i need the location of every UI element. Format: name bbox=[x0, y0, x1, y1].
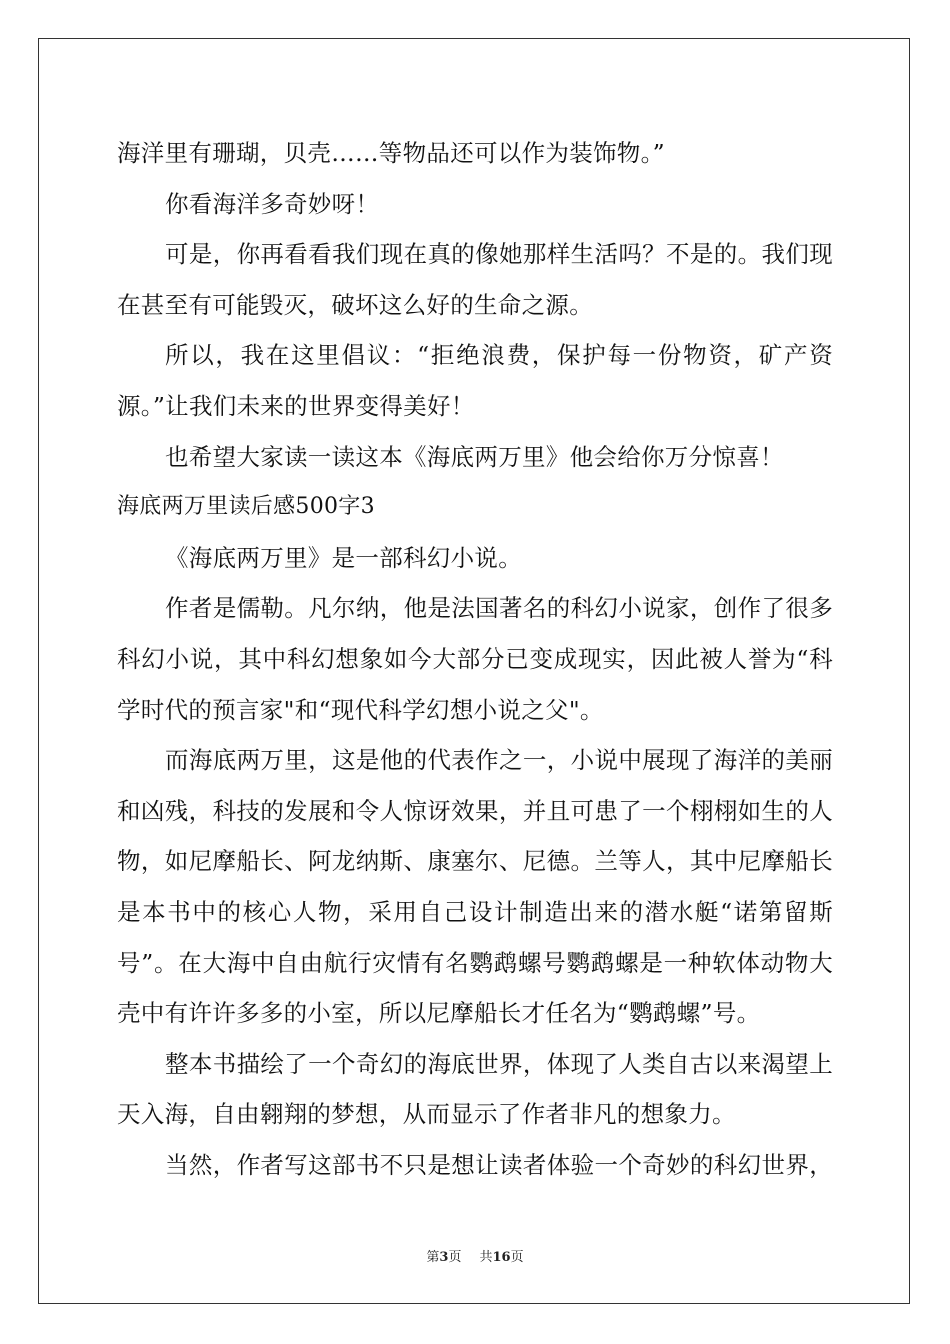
footer-total-unit: 页 bbox=[510, 1250, 524, 1265]
text-line: 当然，作者写这部书不只是想让读者体验一个奇妙的科幻世界， bbox=[165, 1150, 833, 1179]
footer-page-unit: 页 bbox=[448, 1250, 462, 1265]
text-line: 天入海，自由翱翔的梦想，从而显示了作者非凡的想象力。 bbox=[117, 1100, 736, 1129]
text-line: 而海底两万里，这是他的代表作之一，小说中展现了海洋的美丽 bbox=[165, 746, 833, 775]
text-line: 和凶残，科技的发展和令人惊讶效果，并且可患了一个栩栩如生的人 bbox=[117, 796, 833, 825]
text-line: 《海底两万里》是一部科幻小说。 bbox=[165, 543, 522, 572]
section-heading: 海底两万里读后感500字3 bbox=[117, 494, 375, 520]
text-line: 在甚至有可能毁灭，破坏这么好的生命之源。 bbox=[117, 290, 593, 319]
text-line: 物，如尼摩船长、阿龙纳斯、康塞尔、尼德。兰等人，其中尼摩船长 bbox=[117, 847, 833, 876]
text-line: 你看海洋多奇妙呀！ bbox=[165, 189, 380, 218]
page-footer bbox=[0, 1246, 950, 1265]
text-line: 壳中有许许多多的小室，所以尼摩船长才任名为“鹦鹉螺”号。 bbox=[117, 999, 761, 1028]
document-body bbox=[117, 128, 833, 1190]
text-line: 海洋里有珊瑚，贝壳……等物品还可以作为装饰物。” bbox=[117, 139, 665, 167]
footer-total-prefix: 共 bbox=[479, 1250, 493, 1265]
text-line: 作者是儒勒。凡尔纳，他是法国著名的科幻小说家，创作了很多 bbox=[165, 594, 833, 623]
text-line: 可是，你再看看我们现在真的像她那样生活吗？不是的。我们现 bbox=[165, 240, 833, 269]
current-page-number: 3 bbox=[439, 1250, 449, 1265]
text-line: 源。”让我们未来的世界变得美好！ bbox=[117, 391, 475, 420]
text-line: 号”。在大海中自由航行灾情有名鹦鹉螺号鹦鹉螺是一种软体动物大 bbox=[117, 948, 833, 977]
total-page-count: 16 bbox=[492, 1250, 511, 1265]
text-line: 整本书描绘了一个奇幻的海底世界，体现了人类自古以来渴望上 bbox=[165, 1049, 833, 1078]
text-line: 也希望大家读一读这本《海底两万里》他会给你万分惊喜！ bbox=[165, 442, 784, 471]
text-line: 所以，我在这里倡议：“拒绝浪费，保护每一份物资，矿产资 bbox=[165, 341, 833, 370]
text-line: 是本书中的核心人物，采用自己设计制造出来的潜水艇“诺第留斯 bbox=[117, 897, 833, 926]
footer-prefix: 第 bbox=[426, 1250, 440, 1265]
text-line: 科幻小说，其中科幻想象如今大部分已变成现实，因此被人誉为“科 bbox=[117, 644, 833, 673]
text-line: 学时代的预言家"和“现代科学幻想小说之父"。 bbox=[117, 695, 604, 724]
